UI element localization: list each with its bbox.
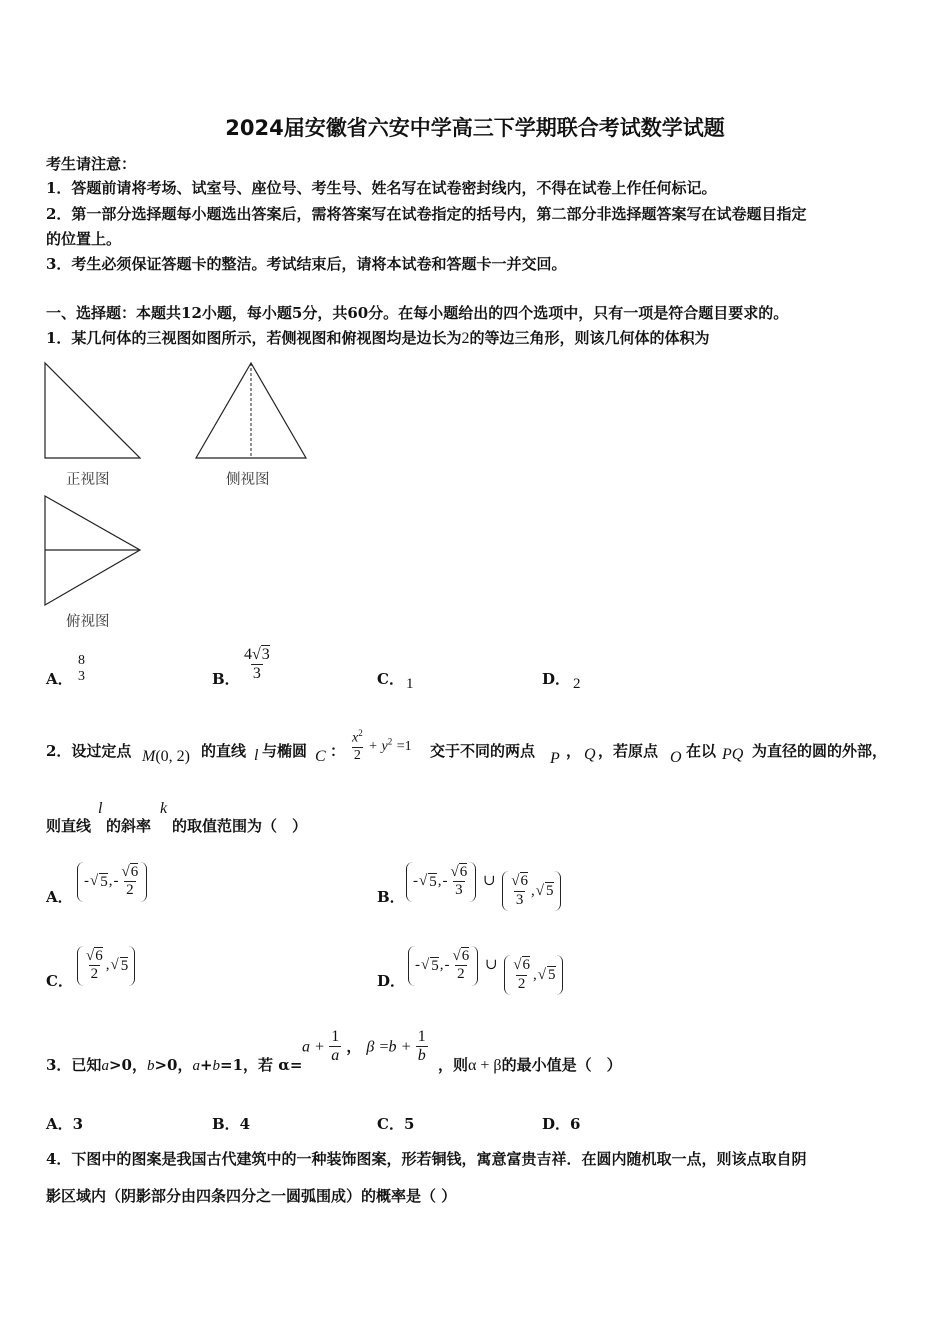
q3-cond-a: >0， (108, 1056, 147, 1074)
side-view-figure (195, 362, 310, 462)
q2-option-b: - √ 5 , - $\frac{√6}{3}$ ∪ $\frac{√6}{3}$ , √ 5 (406, 862, 561, 911)
front-view-triangle (45, 363, 140, 458)
q3-comma: ， (346, 1037, 362, 1056)
q2-line2-b: 的斜率 (106, 817, 152, 835)
q3-var-a: a (101, 1058, 109, 1074)
radicand: 6 (459, 864, 468, 880)
radicand: 5 (429, 873, 437, 890)
radicand: 6 (130, 864, 139, 880)
q3-beta: β (366, 1038, 375, 1056)
q2-option-c-label: C． (46, 972, 73, 990)
q2-option-d-label: D． (377, 972, 406, 990)
q1-option-b-label: B． (212, 670, 240, 688)
q2-colon: ： (330, 742, 346, 760)
separator: , (437, 873, 442, 890)
denominator: 2 (457, 966, 465, 983)
question-1-stem: 1．某几何体的三视图如图所示，若侧视图和俯视图均是边长为 (46, 329, 462, 347)
notice-item-2: 2．第一部分选择题每小题选出答案后，需将答案写在试卷指定的括号内，第二部分非选择题答案写在试卷题目指定 (46, 205, 807, 223)
question-1-text (46, 327, 709, 348)
q3-alpha-plus: + (315, 1038, 325, 1056)
question-4-line-1: 4．下图中的图案是我国古代建筑中的一种装饰图案，形若铜钱，寓意富贵吉祥．在圆内随机取一点，则该点取自阴 (46, 1150, 807, 1168)
q2-segment-pq: PQ (722, 746, 744, 763)
q2-text-6: 在以 (686, 742, 717, 760)
side-view-caption: 侧视图 (226, 472, 270, 488)
q1-option-a-label: A． (46, 670, 73, 688)
q2-m-coords: (0, 2) (155, 748, 190, 765)
q2-eq-den: 2 (353, 747, 361, 763)
q2-text-3: 与椭圆 (262, 742, 308, 760)
question-3-text (46, 1054, 302, 1075)
radicand: 6 (95, 948, 103, 964)
separator: , (105, 957, 110, 974)
q2-ellipse-c: C (315, 748, 326, 765)
denominator: 3 (515, 891, 524, 908)
minus-sign: - (113, 873, 119, 890)
q2-ellipse-equation (350, 728, 412, 764)
q2-text-5: ，若原点 (598, 742, 659, 760)
q3-cond-b: >0， (154, 1056, 193, 1074)
q2-option-a-label: A． (46, 888, 73, 906)
radicand: 5 (546, 883, 554, 899)
separator: , (439, 957, 444, 974)
q3-sum-b: b (212, 1058, 221, 1074)
notice-item-1: 1．答题前请将考场、试室号、座位号、考生号、姓名写在试卷密封线内，不得在试卷上作任何标记。 (46, 179, 717, 197)
minus-sign: - (415, 957, 420, 974)
notice-heading: 考生请注意： (46, 155, 137, 173)
q2-text-1: 2．设过定点 (46, 742, 132, 760)
q3-text-2: =1，若 α= (220, 1056, 303, 1074)
denominator: 2 (90, 966, 99, 983)
section-heading: 一、选择题：本题共12小题，每小题5分，共60分。在每小题给出的四个选项中，只有一项是符合题目要求的。 (46, 304, 789, 322)
front-view-caption: 正视图 (66, 472, 110, 488)
radicand: 5 (431, 957, 439, 974)
q1-option-c-value: 1 (406, 676, 414, 692)
q1-a-denominator: 3 (78, 669, 85, 685)
minus-sign: - (444, 957, 450, 974)
top-view-figure (44, 495, 144, 607)
q3-option-b: B．4 (212, 1115, 251, 1133)
q3-option-d: D．6 (542, 1115, 581, 1133)
q2-point-p: P (550, 750, 560, 767)
q3-alpha-one: 1 (331, 1028, 340, 1045)
q3-text-1: 3．已知 (46, 1056, 102, 1074)
q3-option-c: C．5 (377, 1115, 415, 1133)
q3-sum-a: a (192, 1058, 200, 1074)
q3-beta-b: b (388, 1038, 397, 1056)
q2-origin-o: O (670, 749, 682, 766)
radicand: 5 (100, 873, 108, 890)
q2-m-letter: M (142, 748, 156, 765)
union-symbol: ∪ (482, 873, 496, 890)
q2-eq-exp-y: 2 (387, 736, 393, 747)
q2-text-2: 的直线 (201, 742, 247, 760)
q2-text-4: 交于不同的两点 (430, 742, 536, 760)
q1-option-d-value: 2 (573, 676, 581, 692)
q3-var-b: b (146, 1058, 155, 1074)
separator: , (533, 966, 537, 983)
q2-slope-k: k (160, 800, 168, 817)
q2-option-b-label: B． (377, 888, 405, 906)
denominator: 2 (126, 882, 134, 899)
minus-sign: - (84, 873, 89, 890)
q3-beta-one: 1 (417, 1028, 426, 1045)
q3-then: ，则 (438, 1056, 469, 1074)
q2-eq-x: x (352, 730, 359, 746)
q3-option-a: A．3 (46, 1115, 84, 1133)
q2-text-7: 为直径的圆的外部， (752, 742, 888, 760)
q2-comma: ， (566, 742, 582, 760)
question-4-line-2: 影区域内（阴影部分由四条四分之一圆弧围成）的概率是（ ） (46, 1187, 457, 1205)
union-symbol: ∪ (484, 957, 498, 974)
q3-text-3 (438, 1054, 622, 1075)
q3-beta-den: b (417, 1047, 426, 1065)
q1-option-b: $\frac{4√3}{3}$ (244, 646, 270, 683)
front-view-figure (44, 362, 144, 462)
q2-eq-exp-x: 2 (358, 728, 363, 738)
q2-line2-a: 则直线 (46, 817, 92, 835)
radicand: 6 (520, 873, 529, 890)
radicand: 6 (461, 948, 470, 964)
q1-option-c-label: C． (377, 670, 404, 688)
question-1-stem-end: 的等边三角形，则该几何体的体积为 (469, 329, 710, 347)
q3-alpha-expr (302, 1028, 428, 1066)
separator: , (531, 882, 535, 899)
side-length: 2 (461, 330, 470, 347)
q1-b-radicand: 3 (261, 646, 270, 663)
radicand: 6 (522, 957, 531, 974)
radicand: 5 (548, 967, 556, 983)
page-title: 2024届安徽省六安中学高三下学期联合考试数学试题 (225, 116, 725, 140)
q2-eq-y: y (381, 738, 388, 754)
q3-sum-expr: α + β (468, 1057, 502, 1074)
q2-option-d: - √ 5 , - $\frac{√6}{2}$ ∪ $\frac{√6}{2}$ , √ 5 (408, 946, 563, 995)
q3-ask: 的最小值是（ ） (501, 1056, 622, 1074)
radicand: 5 (120, 957, 129, 974)
minus-sign: - (442, 873, 448, 890)
q1-b-coefficient: 4 (244, 646, 252, 663)
q1-option-a (76, 653, 87, 685)
q1-a-numerator: 8 (78, 653, 85, 668)
denominator: 3 (455, 882, 463, 899)
q3-alpha-den: a (331, 1047, 340, 1065)
separator: , (108, 873, 113, 890)
top-view-caption: 俯视图 (66, 614, 110, 630)
notice-item-2-cont: 的位置上。 (46, 230, 122, 248)
q1-option-d-label: D． (542, 670, 571, 688)
q2-line2-c: 的取值范围为（ ） (172, 817, 308, 835)
q2-eq-rhs: =1 (396, 738, 412, 754)
denominator: 2 (517, 975, 526, 992)
q3-alpha-a: a (302, 1038, 310, 1056)
q2-point-m (142, 746, 190, 766)
q3-beta-eq: = (379, 1038, 389, 1056)
notice-item-3: 3．考生必须保证答题卡的整洁。考试结束后，请将本试卷和答题卡一并交回。 (46, 255, 567, 273)
q2-point-q: Q (584, 746, 596, 763)
q1-b-denominator: 3 (252, 665, 261, 683)
q2-option-a: - √ 5 , - $\frac{√6}{2}$ (77, 862, 147, 902)
q2-line-l: l (254, 747, 259, 764)
q2-option-c: $\frac{√6}{2}$ , √ 5 (77, 946, 135, 986)
minus-sign: - (413, 873, 418, 890)
q3-beta-plus: + (401, 1038, 411, 1056)
q2-eq-plus: + (369, 738, 378, 754)
q2-line-l-2: l (98, 800, 103, 817)
q3-sum-plus: + (199, 1056, 213, 1074)
